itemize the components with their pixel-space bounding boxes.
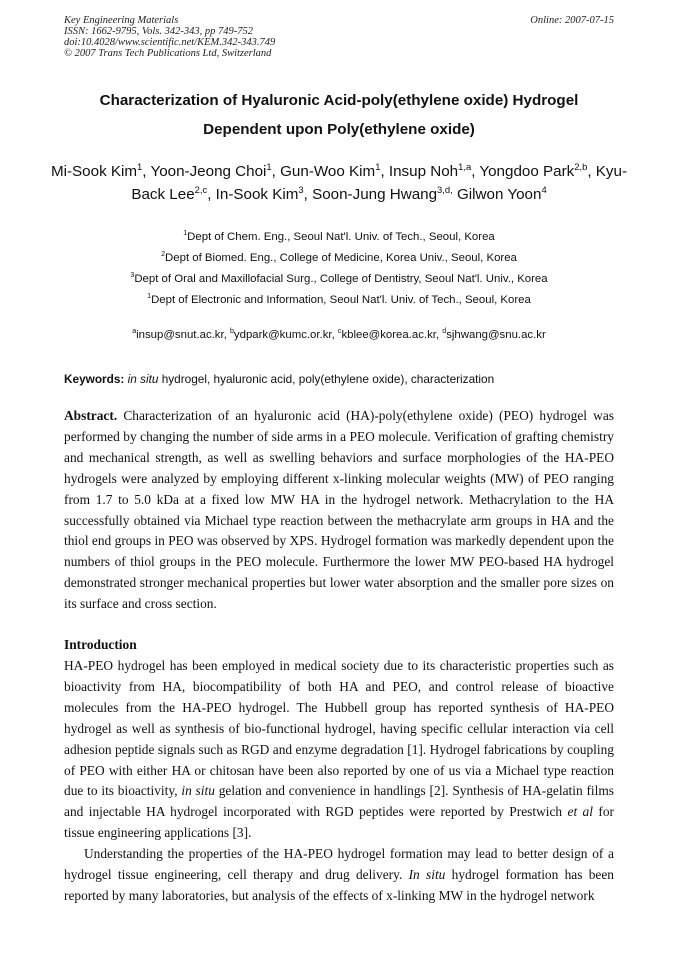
journal-header (64, 15, 275, 59)
email-list (30, 329, 648, 341)
author-name: Mi-Sook Kim (50, 163, 138, 180)
affiliation-text: Dept of Electronic and Information, Seoul Nat'l. Univ. of Tech., Seoul, Korea (151, 294, 531, 306)
author-name: Kyu-Back Lee (131, 163, 628, 203)
author-name: Soon-Jung Hwang (312, 186, 438, 203)
keywords (64, 372, 494, 386)
affiliation-line (30, 248, 648, 269)
journal-name: Key Engineering Materials (64, 15, 179, 26)
affiliation-line (30, 290, 648, 311)
intro-p1-text-b: gelation and convenience in handlings [2]. Synthesis of HA-gelatin films and injectable HA hydrogel incorporated with RGD peptides were reported by Prestwich (64, 783, 614, 820)
abstract-text: Characterization of an hyaluronic acid (HA)-poly(ethylene oxide) (PEO) hydrogel was performed by changing the number of side arms in a PEO molecule. Verification of grafting chemistry and mechanical strength, as well as swelling behaviors and surface morphologies of the HA-PEO hydrogels were analyzed by employing different x-linking molecular weights (MW) of PEO ranging from 1.7 to 5.0 kDa at a fixed low MW HA in the hydrogel network. Methacrylation to the HA successfully obtained via Michael type reaction between the methacrylate arm groups in HA and the thiol end groups in PEO was observed by XPS. Hydrogel formation was markedly dependent upon the numbers of thiol groups in the PEO molecule. Furthermore the lower MW PEO-based HA hydrogel demonstrated stronger mechanical properties but lower water absorption and the smaller pore sizes on its surface and cross section. (64, 408, 614, 612)
author-name: Yoon-Jeong Choi (150, 163, 267, 180)
title-line-1: Characterization of Hyaluronic Acid-poly(ethylene oxide) Hydrogel (99, 92, 579, 109)
email-mark: b (230, 328, 234, 336)
author-separator: , (587, 163, 596, 180)
online-date: Online: 2007-07-15 (530, 15, 614, 26)
intro-p2-text-a: Understanding the properties of the HA-PEO hydrogel formation may lead to better design of a hydrogel tissue engineering, cell therapy and drug delivery. (64, 846, 614, 883)
author-separator: , (142, 163, 151, 180)
author-separator: , (303, 186, 313, 203)
author-separator: , (271, 163, 281, 180)
intro-p2-italic-1: In situ (408, 867, 446, 883)
email-address[interactable]: insup@snut.ac.kr, (136, 329, 230, 341)
author-affiliation-mark: 3,d, (437, 183, 453, 195)
email-mark: a (132, 328, 137, 336)
intro-paragraph-2 (64, 844, 614, 907)
keywords-label: Keywords: (64, 372, 125, 386)
author-affiliation-mark: 3 (298, 183, 304, 195)
email-address[interactable]: kblee@korea.ac.kr, (341, 329, 443, 341)
intro-p1-text-a: HA-PEO hydrogel has been employed in medical society due to its characteristic properties such as bioactivity from HA, biocompatibility of both HA and PEO, and control release of bioactive molecules from the HA-PEO hydrogel. The Hubbell group has reported synthesis of HA-PEO hydrogel as well as synthesis of bio-functional hydrogel, having specific cellular interaction via cell adhesion peptide signals such as RGD and enzyme degradation [1]. Hydrogel fabrications by coupling of PEO with either HA or chitosan have been also reported by one of us via a Michael type reaction due to its bioactivity, (64, 658, 614, 799)
affiliation-mark: 2 (161, 251, 166, 259)
email-address[interactable]: sjhwang@snu.ac.kr (446, 329, 546, 341)
keywords-italic: in situ (127, 372, 159, 386)
author-affiliation-mark: 1 (266, 160, 272, 172)
doi-line: doi:10.4028/www.scientific.net/KEM.342-343.749 (64, 37, 276, 48)
affiliation-mark: 3 (130, 272, 135, 280)
author-name: Gilwon Yoon (456, 186, 542, 203)
abstract (64, 406, 614, 615)
intro-paragraph-1 (64, 656, 614, 844)
intro-p1-text-c: for tissue engineering applications [3]. (64, 804, 614, 841)
author-affiliation-mark: 2,b (574, 160, 588, 172)
author-affiliation-mark: 1 (137, 160, 143, 172)
introduction-body (64, 656, 614, 907)
author-separator: , (471, 163, 480, 180)
affiliation-text: Dept of Biomed. Eng., College of Medicine, Korea Univ., Seoul, Korea (165, 252, 517, 264)
keywords-text: hydrogel, hyaluronic acid, poly(ethylene oxide), characterization (158, 372, 495, 386)
author-affiliation-mark: 2,c (194, 183, 208, 195)
copyright-line: © 2007 Trans Tech Publications Ltd, Switzerland (64, 48, 272, 59)
author-separator: , (380, 163, 389, 180)
intro-p2-text-b: hydrogel formation has been reported by many laboratories, but analysis of the effects of x-linking MW in the hydrogel network (64, 867, 614, 903)
author-list (50, 160, 628, 206)
abstract-label: Abstract. (64, 408, 118, 423)
email-mark: d (442, 328, 447, 336)
affiliation-mark: 1 (183, 230, 188, 238)
author-name: In-Sook Kim (215, 186, 299, 203)
author-affiliation-mark: 1,a (458, 160, 472, 172)
paper-title (40, 86, 638, 144)
affiliation-text: Dept of Chem. Eng., Seoul Nat'l. Univ. of Tech., Seoul, Korea (187, 231, 495, 243)
affiliation-line (30, 269, 648, 290)
intro-p1-italic-1: in situ (181, 783, 215, 799)
affiliation-line (30, 227, 648, 248)
affiliation-list (30, 227, 648, 311)
email-address[interactable]: ydpark@kumc.or.kr, (233, 329, 338, 341)
author-affiliation-mark: 1 (375, 160, 381, 172)
intro-p1-italic-2: et al (567, 804, 593, 820)
author-name: Insup Noh (388, 163, 459, 180)
title-line-2: Dependent upon Poly(ethylene oxide) (203, 121, 475, 138)
affiliation-text: Dept of Oral and Maxillofacial Surg., College of Dentistry, Seoul Nat'l. Univ., Korea (134, 273, 548, 285)
affiliation-mark: 1 (147, 293, 152, 301)
issn-line: ISSN: 1662-9795, Vols. 342-343, pp 749-752 (64, 26, 253, 37)
author-name: Yongdoo Park (479, 163, 575, 180)
author-separator: , (207, 186, 216, 203)
introduction-heading: Introduction (64, 637, 137, 652)
author-affiliation-mark: 4 (541, 183, 547, 195)
email-mark: c (337, 328, 342, 336)
author-name: Gun-Woo Kim (280, 163, 376, 180)
